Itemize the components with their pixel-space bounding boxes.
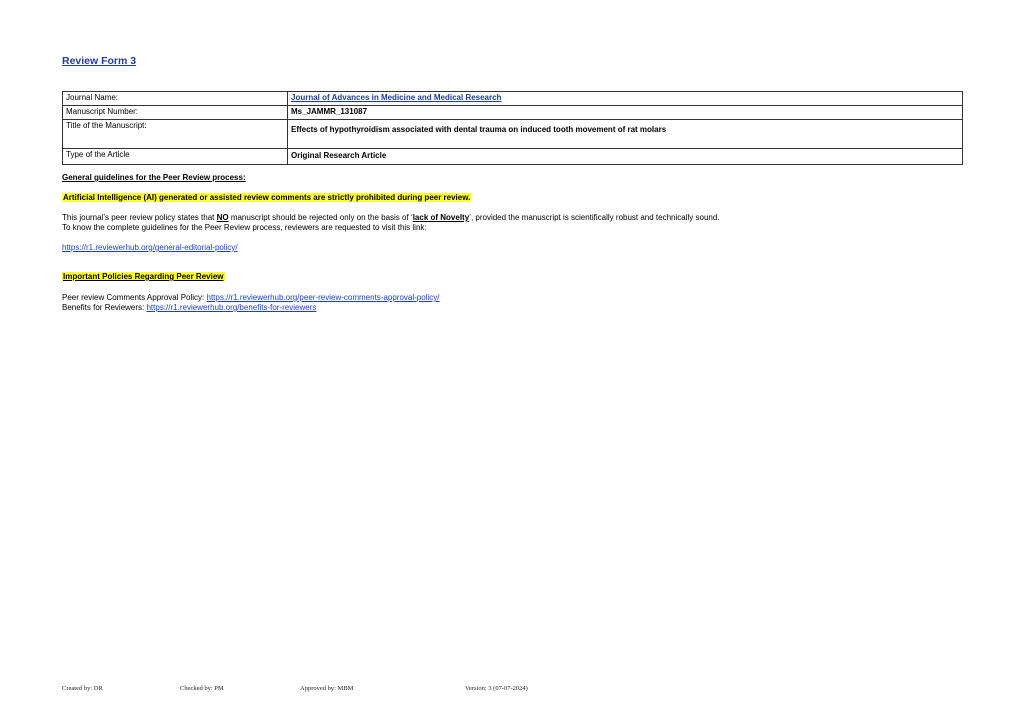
- ai-notice-text: Artificial Intelligence (AI) generated or assisted review comments are strictly prohibited during peer review.: [63, 193, 471, 202]
- journal-name-label: Journal Name:: [63, 92, 288, 106]
- table-row: [63, 149, 963, 165]
- journal-name-value: [288, 92, 963, 106]
- editorial-policy-link-line: [62, 243, 238, 253]
- visit-instruction: To know the complete guidelines for the Peer Review process, reviewers are requested to visit this link:: [62, 223, 427, 232]
- manuscript-title-value: Effects of hypothyroidism associated with dental trauma on induced tooth movement of rat molars: [288, 120, 963, 149]
- benefits-line: [62, 303, 316, 313]
- footer-approved-by: Approved by: MBM: [300, 685, 354, 692]
- footer-checked-by: Checked by: PM: [180, 685, 224, 692]
- approval-policy-label: Peer review Comments Approval Policy:: [62, 293, 207, 302]
- approval-policy-link[interactable]: https://r1.reviewerhub.org/peer-review-comments-approval-policy/: [206, 293, 440, 302]
- policy-middle: manuscript should be rejected only on the basis of ‘: [228, 213, 413, 222]
- policy-prefix: This journal’s peer review policy states that: [62, 213, 217, 222]
- policy-no-emphasis: NO: [216, 213, 229, 222]
- table-row: [63, 106, 963, 120]
- benefits-link[interactable]: https://r1.reviewerhub.org/benefits-for-reviewers: [146, 303, 317, 312]
- manuscript-number-label: Manuscript Number:: [63, 106, 288, 120]
- policies-heading: [62, 272, 225, 282]
- article-type-label: Type of the Article: [63, 149, 288, 165]
- approval-policy-line: [62, 293, 439, 303]
- guidelines-heading: [62, 173, 246, 183]
- manuscript-info-table: [62, 91, 963, 165]
- policy-statement: [62, 213, 720, 223]
- article-type-value: Original Research Article: [288, 149, 963, 165]
- footer-version: Version: 3 (07-07-2024): [465, 685, 528, 692]
- policy-suffix: ’, provided the manuscript is scientifically robust and technically sound.: [469, 213, 720, 222]
- form-title: Review Form 3: [62, 55, 137, 67]
- guidelines-heading-text: General guidelines for the Peer Review process:: [62, 173, 246, 182]
- journal-name-link[interactable]: Journal of Advances in Medicine and Medical Research: [291, 93, 502, 102]
- ai-notice: [62, 193, 471, 203]
- table-row: [63, 92, 963, 106]
- manuscript-number-value: Ms_JAMMR_131087: [288, 106, 963, 120]
- footer-created-by: Created by: DR: [62, 685, 103, 692]
- editorial-policy-link[interactable]: https://r1.reviewerhub.org/general-editorial-policy/: [62, 243, 238, 252]
- policies-heading-text: Important Policies Regarding Peer Review: [63, 272, 224, 281]
- table-row: [63, 120, 963, 149]
- benefits-label: Benefits for Reviewers:: [62, 303, 147, 312]
- manuscript-title-label: Title of the Manuscript:: [63, 120, 288, 149]
- policy-novelty-emphasis: lack of Novelty: [412, 213, 470, 222]
